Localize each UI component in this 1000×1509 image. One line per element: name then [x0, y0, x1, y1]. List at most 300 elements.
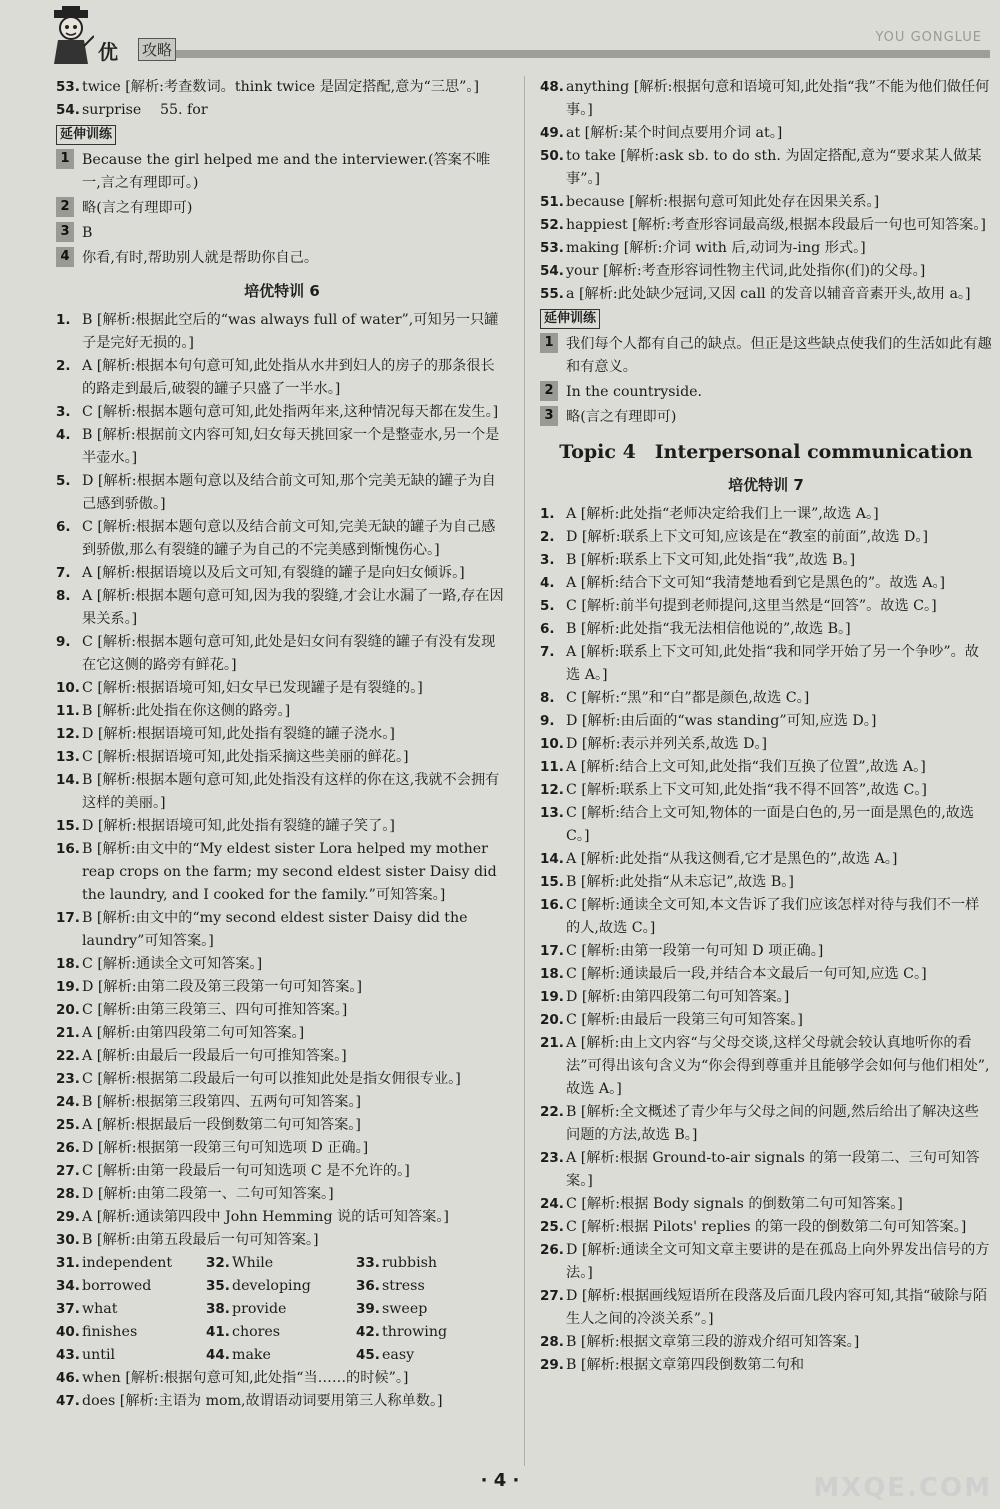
answer-number: 16. [540, 897, 564, 913]
answer-text: to take [解析:ask sb. to do sth. 为固定搭配,意为“要求某人做某事”。] [566, 148, 982, 187]
answer-text: C [解析:由最后一段第三句可知答案。] [566, 1012, 803, 1028]
answer-item [56, 631, 508, 677]
answer-number: 26. [56, 1140, 80, 1156]
answer-item [540, 687, 992, 710]
extension-text: In the countryside. [566, 384, 703, 400]
answer-item [56, 723, 508, 746]
answer-item [540, 618, 992, 641]
answer-number: 19. [540, 989, 564, 1005]
column-divider [524, 76, 525, 1466]
answer-text: A [解析:通读第四段中 John Hemming 说的话可知答案。] [82, 1209, 449, 1225]
answer-item [540, 963, 992, 986]
answer-item [206, 1275, 356, 1298]
answer-item [56, 1114, 508, 1137]
answer-item [540, 1032, 992, 1101]
answer-text: C [解析:由第三段第三、四句可推知答案。] [82, 1002, 348, 1018]
answer-text: A [解析:由第四段第二句可知答案。] [82, 1025, 305, 1041]
extension-item [56, 247, 508, 270]
answer-number: 29. [56, 1209, 80, 1225]
answer-number: 20. [540, 1012, 564, 1028]
answer-number: 4. [56, 427, 71, 443]
answer-text: rubbish [382, 1255, 438, 1271]
answer-text: A [解析:此处指“老师决定给我们上一课”,故选 A。] [566, 506, 879, 522]
answer-text: C [解析:根据本题句意以及结合前文可知,完美无缺的罐子为自己感到骄傲,那么有裂缝的罐子为自己的不完美感到惭愧伤心。] [82, 519, 496, 558]
right-answer-list [540, 503, 992, 1377]
answer-item [540, 122, 992, 145]
answer-number: 41. [206, 1324, 230, 1340]
answer-text: While [232, 1255, 274, 1271]
answer-item [540, 260, 992, 283]
brand-subtitle: 攻略 [138, 38, 176, 61]
answer-text: happiest [解析:考查形容词最高级,根据本段最后一句也可知答案。] [566, 217, 986, 233]
answer-text: independent [82, 1255, 173, 1271]
answer-item [56, 976, 508, 999]
answer-number: 53. [540, 240, 564, 256]
answer-text: at [解析:某个时间点要用介词 at。] [566, 125, 783, 141]
answer-text: D [解析:由后面的“was standing”可知,应选 D。] [566, 713, 877, 729]
answer-item [540, 710, 992, 733]
answer-text: B [解析:此处指“从未忘记”,故选 B。] [566, 874, 794, 890]
answer-number: 55. [540, 286, 564, 302]
answer-item [356, 1344, 506, 1367]
answer-text: C [解析:根据第二段最后一句可以推知此处是指女佣很专业。] [82, 1071, 461, 1087]
header-band [170, 50, 990, 58]
answer-number: 12. [56, 726, 80, 742]
answer-text: A [解析:根据本题句意可知,因为我的裂缝,才会让水漏了一路,存在因果关系。] [82, 588, 504, 627]
answer-number: 37. [56, 1301, 80, 1317]
answer-item [540, 595, 992, 618]
answer-item [540, 191, 992, 214]
answer-item [56, 1206, 508, 1229]
answer-number: 24. [540, 1196, 564, 1212]
section-title: 培优特训 7 [728, 476, 804, 494]
left-answer-list [56, 309, 508, 1252]
answer-number: 1. [56, 312, 71, 328]
answer-text: make [232, 1347, 271, 1363]
page-header [0, 0, 1000, 72]
answer-number: 7. [540, 644, 555, 660]
answer-text: C [解析:根据本题句意可知,此处指两年来,这种情况每天都在发生。] [82, 404, 499, 420]
answer-item [206, 1344, 356, 1367]
answer-number: 11. [56, 703, 80, 719]
answer-number: 47. [56, 1393, 80, 1409]
answer-number: 40. [56, 1324, 80, 1340]
section-title: 培优特训 6 [244, 282, 320, 300]
answer-number: 6. [56, 519, 71, 535]
answer-text: D [解析:由第四段第二句可知答案。] [566, 989, 790, 1005]
answer-number: 23. [540, 1150, 564, 1166]
answer-text: B [解析:根据前文内容可知,妇女每天挑回家一个是整壶水,另一个是半壶水。] [82, 427, 500, 466]
answer-number: 10. [56, 680, 80, 696]
left-word-grid [56, 1252, 508, 1367]
answer-text: borrowed [82, 1278, 152, 1294]
answer-item [356, 1252, 506, 1275]
answer-text: B [解析:根据此空后的“was always full of water”,可知另一只罐子是完好无损的。] [82, 312, 499, 351]
answer-number: 4. [540, 575, 555, 591]
answer-text: D [解析:联系上下文可知,应该是在“教室的前面”,故选 D。] [566, 529, 928, 545]
answer-number: 25. [540, 1219, 564, 1235]
answer-item [56, 953, 508, 976]
brand-title: 优 [98, 40, 118, 64]
answer-number: 25. [56, 1117, 80, 1133]
answer-text: C [解析:通读全文可知,本文告诉了我们应该怎样对待与我们不一样的人,故选 C。] [566, 897, 980, 936]
answer-item [540, 283, 992, 306]
extension-number: 2 [56, 197, 74, 217]
answer-item [56, 1390, 508, 1413]
answer-text: D [解析:根据第一段第三句可知选项 D 正确。] [82, 1140, 369, 1156]
answer-text: A [解析:根据语境以及后文可知,有裂缝的罐子是向妇女倾诉。] [82, 565, 465, 581]
answer-item [56, 1229, 508, 1252]
answer-item [540, 1331, 992, 1354]
answer-text: when [解析:根据句意可知,此处指“当……的时候”。] [82, 1370, 409, 1386]
answer-text: C [解析:根据本题句意可知,此处是妇女问有裂缝的罐子有没有发现在它这侧的路旁有鲜花。] [82, 634, 496, 673]
answer-number: 14. [540, 851, 564, 867]
answer-text: D [解析:根据语境可知,此处指有裂缝的罐子浇水。] [82, 726, 395, 742]
answer-number: 29. [540, 1357, 564, 1373]
answer-number: 38. [206, 1301, 230, 1317]
answer-text: B [解析:此处指在你这侧的路旁。] [82, 703, 291, 719]
extension-item [540, 381, 992, 404]
answer-item [540, 641, 992, 687]
answer-text: B [解析:根据本题句意可知,此处指没有这样的你在这,我就不会拥有这样的美丽。] [82, 772, 500, 811]
answer-number: 23. [56, 1071, 80, 1087]
answer-text: developing [232, 1278, 311, 1294]
answer-item [56, 838, 508, 907]
answer-number: 11. [540, 759, 564, 775]
answer-text: A [解析:联系上下文可知,此处指“我和同学开始了另一个争吵”。故选 A。] [566, 644, 979, 683]
answer-item [540, 1101, 992, 1147]
answer-number: 9. [56, 634, 71, 650]
answer-item [540, 1009, 992, 1032]
answer-text: B [解析:由第五段最后一句可知答案。] [82, 1232, 319, 1248]
answer-item [540, 756, 992, 779]
answer-number: 24. [56, 1094, 80, 1110]
extension-number: 1 [56, 149, 74, 169]
answer-item [56, 999, 508, 1022]
answer-item [540, 572, 992, 595]
answer-number: 27. [540, 1288, 564, 1304]
answer-text: D [解析:根据本题句意以及结合前文可知,那个完美无缺的罐子为自己感到骄傲。] [82, 473, 496, 512]
answer-item [540, 986, 992, 1009]
answer-text: C [解析:根据语境可知,此处指采摘这些美丽的鲜花。] [82, 749, 409, 765]
answer-text: surprise 55. for [82, 102, 208, 118]
topic-title: Topic 4 Interpersonal communication [559, 441, 973, 463]
answer-number: 43. [56, 1347, 80, 1363]
extension-training-tag: 延伸训练 [540, 309, 600, 329]
answer-text: B [解析:此处指“我无法相信他说的”,故选 B。] [566, 621, 851, 637]
answer-number: 28. [540, 1334, 564, 1350]
extension-text: B [82, 225, 93, 241]
answer-text: what [82, 1301, 118, 1317]
answer-text: D [解析:根据语境可知,此处指有裂缝的罐子笑了。] [82, 818, 395, 834]
answer-number: 19. [56, 979, 80, 995]
answer-item [56, 815, 508, 838]
answer-item [56, 907, 508, 953]
extension-item [540, 406, 992, 429]
answer-item [56, 99, 508, 122]
answer-number: 35. [206, 1278, 230, 1294]
answer-text: your [解析:考查形容词性物主代词,此处指你(们)的父母。] [566, 263, 926, 279]
answer-number: 1. [540, 506, 555, 522]
extension-text: Because the girl helped me and the interviewer.(答案不唯一,言之有理即可。) [82, 152, 491, 191]
answer-number: 3. [56, 404, 71, 420]
answer-text: anything [解析:根据句意和语境可知,此处指“我”不能为他们做任何事。] [566, 79, 990, 118]
answer-number: 9. [540, 713, 555, 729]
answer-item [540, 145, 992, 191]
extension-item [540, 333, 992, 379]
answer-text: B [解析:根据文章第四段倒数第二句和 [566, 1357, 805, 1373]
answer-number: 42. [356, 1324, 380, 1340]
answer-number: 3. [540, 552, 555, 568]
extension-training-tag: 延伸训练 [56, 125, 116, 145]
answer-item [206, 1252, 356, 1275]
answer-text: twice [解析:考查数词。think twice 是固定搭配,意为“三思”。] [82, 79, 480, 95]
answer-item [56, 1068, 508, 1091]
answer-number: 30. [56, 1232, 80, 1248]
answer-text: C [解析:根据语境可知,妇女早已发现罐子是有裂缝的。] [82, 680, 423, 696]
answer-number: 50. [540, 148, 564, 164]
answer-item [540, 1147, 992, 1193]
answer-item [540, 894, 992, 940]
answer-text: stress [382, 1278, 425, 1294]
answer-text: sweep [382, 1301, 428, 1317]
answer-text: B [解析:全文概述了青少年与父母之间的问题,然后给出了解决这些问题的方法,故选 B。] [566, 1104, 979, 1143]
answer-number: 6. [540, 621, 555, 637]
answer-number: 5. [540, 598, 555, 614]
answer-item [56, 1321, 206, 1344]
answer-text: A [解析:由上文内容“与父母交谈,这样父母就会较认真地听你的看法”可得出该句含义为“你会得到尊重并且能够学会如何与他们相处”,故选 A。] [566, 1035, 990, 1097]
answer-item [56, 76, 508, 99]
answer-number: 22. [540, 1104, 564, 1120]
answer-text: C [解析:联系上下文可知,此处指“我不得不回答”,故选 C。] [566, 782, 927, 798]
answer-number: 15. [56, 818, 80, 834]
extension-item [56, 197, 508, 220]
answer-number: 12. [540, 782, 564, 798]
answer-text: finishes [82, 1324, 138, 1340]
answer-item [540, 214, 992, 237]
answer-text: A [解析:此处指“从我这侧看,它才是黑色的”,故选 A。] [566, 851, 898, 867]
answer-text: C [解析:根据 Body signals 的倒数第二句可知答案。] [566, 1196, 903, 1212]
answer-text: C [解析:通读最后一段,并结合本文最后一句可知,应选 C。] [566, 966, 927, 982]
answer-item [56, 1298, 206, 1321]
extension-item [56, 149, 508, 195]
answer-text: D [解析:根据画线短语所在段落及后面几段内容可知,其指“破除与陌生人之间的冷淡关系”。] [566, 1288, 988, 1327]
answer-text: C [解析:根据 Pilots' replies 的第一段的倒数第二句可知答案。] [566, 1219, 967, 1235]
answer-text: C [解析:前半句提到老师提问,这里当然是“回答”。故选 C。] [566, 598, 937, 614]
answer-item [356, 1298, 506, 1321]
answer-item [56, 1045, 508, 1068]
answer-number: 22. [56, 1048, 80, 1064]
extension-text: 你看,有时,帮助别人就是帮助你自己。 [82, 250, 319, 266]
answer-item [356, 1275, 506, 1298]
answer-item [540, 1239, 992, 1285]
answer-item [56, 401, 508, 424]
extension-number: 3 [540, 406, 558, 426]
answer-item [56, 562, 508, 585]
extension-number: 3 [56, 222, 74, 242]
answer-item [56, 1275, 206, 1298]
answer-item [540, 1354, 992, 1377]
answer-number: 16. [56, 841, 80, 857]
answer-item [540, 802, 992, 848]
answer-number: 13. [540, 805, 564, 821]
answer-text: A [解析:根据本句句意可知,此处指从水井到妇人的房子的那条很长的路走到最后,破裂的罐子只盛了一半水。] [82, 358, 495, 397]
answer-text: does [解析:主语为 mom,故谓语动词要用第三人称单数。] [82, 1393, 443, 1409]
answer-text: D [解析:通读全文可知文章主要讲的是在孤岛上向外界发出信号的方法。] [566, 1242, 990, 1281]
answer-number: 21. [540, 1035, 564, 1051]
answer-number: 18. [540, 966, 564, 982]
answer-number: 54. [56, 102, 80, 118]
answer-item [56, 424, 508, 470]
answer-number: 2. [56, 358, 71, 374]
answer-text: A [解析:根据最后一段倒数第二句可知答案。] [82, 1117, 361, 1133]
answer-number: 27. [56, 1163, 80, 1179]
extension-number: 4 [56, 247, 74, 267]
answer-text: provide [232, 1301, 287, 1317]
answer-text: A [解析:结合上文可知,此处指“我们互换了位置”,故选 A。] [566, 759, 926, 775]
right-column [540, 76, 992, 1377]
answer-number: 44. [206, 1347, 230, 1363]
extension-text: 略(言之有理即可) [566, 409, 677, 425]
answer-text: chores [232, 1324, 281, 1340]
answer-text: easy [382, 1347, 415, 1363]
answer-item [56, 1252, 206, 1275]
right-top-answers [540, 76, 992, 306]
extension-number: 1 [540, 333, 558, 353]
answer-item [56, 585, 508, 631]
answer-text: D [解析:由第二段第一、二句可知答案。] [82, 1186, 334, 1202]
answer-item [56, 769, 508, 815]
extension-text: 略(言之有理即可) [82, 200, 193, 216]
mascot-icon [48, 6, 94, 66]
answer-text: B [解析:由文中的“my second eldest sister Daisy did the laundry”可知答案。] [82, 910, 468, 949]
answer-number: 14. [56, 772, 80, 788]
answer-text: D [解析:表示并列关系,故选 D。] [566, 736, 768, 752]
answer-number: 2. [540, 529, 555, 545]
corner-watermark: MXQE.COM [813, 1473, 992, 1503]
answer-item [56, 746, 508, 769]
answer-item [540, 1216, 992, 1239]
answer-text: B [解析:联系上下文可知,此处指“我”,故选 B。] [566, 552, 856, 568]
answer-item [56, 1160, 508, 1183]
answer-item [540, 503, 992, 526]
answer-text: making [解析:介词 with 后,动词为-ing 形式。] [566, 240, 866, 256]
page-number: · 4 · [480, 1470, 520, 1491]
answer-number: 8. [540, 690, 555, 706]
extension-text: 我们每个人都有自己的缺点。但正是这些缺点使我们的生活如此有趣和有意义。 [566, 336, 992, 375]
answer-number: 17. [56, 910, 80, 926]
answer-number: 49. [540, 125, 564, 141]
answer-number: 20. [56, 1002, 80, 1018]
answer-number: 28. [56, 1186, 80, 1202]
left-tail-answers [56, 1367, 508, 1413]
answer-number: 34. [56, 1278, 80, 1294]
answer-item [56, 700, 508, 723]
answer-text: A [解析:由最后一段最后一句可推知答案。] [82, 1048, 347, 1064]
answer-item [540, 1193, 992, 1216]
answer-number: 52. [540, 217, 564, 233]
answer-number: 10. [540, 736, 564, 752]
left-column [56, 76, 508, 1413]
answer-item [540, 549, 992, 572]
answer-number: 33. [356, 1255, 380, 1271]
answer-item [56, 1137, 508, 1160]
answer-item [56, 1367, 508, 1390]
answer-text: throwing [382, 1324, 448, 1340]
answer-item [540, 526, 992, 549]
answer-number: 51. [540, 194, 564, 210]
answer-item [56, 677, 508, 700]
answer-item [356, 1321, 506, 1344]
answer-number: 39. [356, 1301, 380, 1317]
answer-number: 17. [540, 943, 564, 959]
answer-item [56, 1183, 508, 1206]
answer-item [540, 940, 992, 963]
answer-number: 31. [56, 1255, 80, 1271]
answer-item [56, 309, 508, 355]
right-extension-list [540, 333, 992, 429]
answer-item [540, 76, 992, 122]
answer-text: B [解析:根据文章第三段的游戏介绍可知答案。] [566, 1334, 860, 1350]
answer-number: 48. [540, 79, 564, 95]
answer-number: 5. [56, 473, 71, 489]
answer-item [540, 871, 992, 894]
answer-item [540, 848, 992, 871]
extension-number: 2 [540, 381, 558, 401]
answer-item [540, 779, 992, 802]
answer-text: B [解析:根据第三段第四、五两句可知答案。] [82, 1094, 362, 1110]
answer-text: C [解析:由第一段第一句可知 D 项正确。] [566, 943, 824, 959]
answer-number: 54. [540, 263, 564, 279]
answer-number: 18. [56, 956, 80, 972]
answer-item [540, 237, 992, 260]
answer-text: a [解析:此处缺少冠词,又因 call 的发音以辅音音素开头,故用 a。] [566, 286, 971, 302]
answer-text: B [解析:由文中的“My eldest sister Lora helped my mother reap crops on the farm; my second eldest sister Daisy did the laundry, and I cooked for the family.”可知答案。] [82, 841, 497, 903]
answer-item [540, 1285, 992, 1331]
answer-item [206, 1298, 356, 1321]
answer-number: 7. [56, 565, 71, 581]
answer-number: 21. [56, 1025, 80, 1041]
answer-number: 46. [56, 1370, 80, 1386]
answer-number: 45. [356, 1347, 380, 1363]
left-extension-list [56, 149, 508, 270]
header-latin-text: YOU GONGLUE [875, 30, 982, 45]
answer-text: A [解析:结合下文可知“我清楚地看到它是黑色的”。故选 A。] [566, 575, 946, 591]
answer-text: C [解析:“黑”和“白”都是颜色,故选 C。] [566, 690, 810, 706]
answer-item [56, 470, 508, 516]
answer-text: until [82, 1347, 116, 1363]
answer-item [540, 733, 992, 756]
extension-item [56, 222, 508, 245]
answer-text: C [解析:由第一段最后一句可知选项 C 是不允许的。] [82, 1163, 410, 1179]
left-top-answers [56, 76, 508, 122]
answer-number: 36. [356, 1278, 380, 1294]
answer-text: C [解析:结合上文可知,物体的一面是白色的,另一面是黑色的,故选 C。] [566, 805, 975, 844]
answer-item [206, 1321, 356, 1344]
answer-item [56, 355, 508, 401]
answer-item [56, 1022, 508, 1045]
answer-item [56, 1091, 508, 1114]
answer-item [56, 1344, 206, 1367]
answer-text: A [解析:根据 Ground-to-air signals 的第一段第二、三句可知答案。] [566, 1150, 980, 1189]
answer-number: 32. [206, 1255, 230, 1271]
answer-text: C [解析:通读全文可知答案。] [82, 956, 263, 972]
answer-text: D [解析:由第二段及第三段第一句可知答案。] [82, 979, 363, 995]
answer-number: 15. [540, 874, 564, 890]
answer-item [56, 516, 508, 562]
answer-number: 8. [56, 588, 71, 604]
answer-number: 26. [540, 1242, 564, 1258]
